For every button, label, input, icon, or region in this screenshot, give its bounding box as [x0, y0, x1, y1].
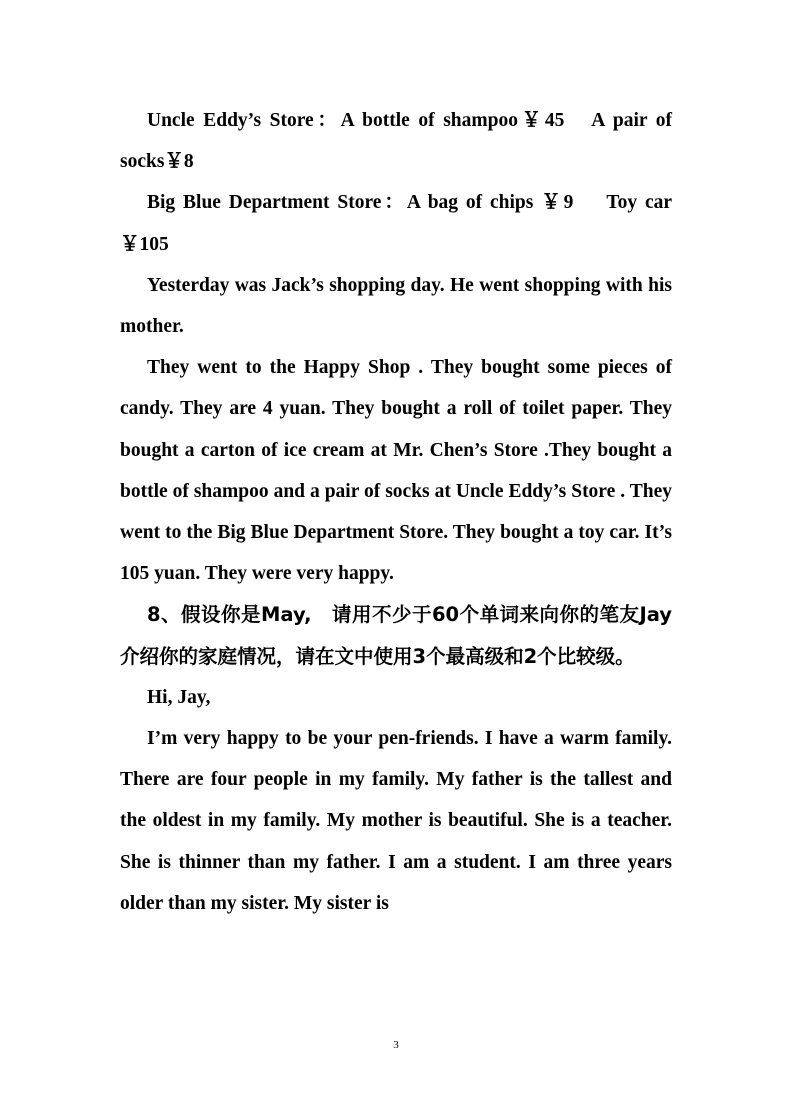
- paragraph-greeting: Hi, Jay,: [147, 686, 211, 708]
- paragraph-letter-body: I’m very happy to be your pen-friends. I have a warm family. There are four people in my family. My father is the tallest and the oldest in my family. My mother is beautiful. She is a teacher. She is thinner than my father. I am a student. I am three years older than my sister. My sister is: [120, 728, 672, 914]
- paragraph-big-blue-prices: Big Blue Department Store：A bag of chips ￥9 Toy car ￥105: [120, 192, 672, 255]
- paragraph-shopping-story: They went to the Happy Shop . They bought some pieces of candy. They are 4 yuan. They bought a roll of toilet paper. They bought a carton of ice cream at Mr. Chen’s Store .They bought a bottle of shampoo and a pair of socks at Uncle Eddy’s Store . They went to the Big Blue Department Store. They bought a toy car. It’s 105 yuan. They were very happy.: [120, 357, 672, 585]
- paragraph-question-8: 8、假设你是May, 请用不少于60个单词来向你的笔友Jay介绍你的家庭情况，请在文中使用3个最高级和2个比较级。: [120, 603, 672, 668]
- page-number: 3: [393, 1039, 399, 1051]
- document-body: [120, 100, 672, 924]
- paragraph-shopping-day: Yesterday was Jack’s shopping day. He went shopping with his mother.: [120, 274, 672, 338]
- paragraph-uncle-eddy-prices: Uncle Eddy’s Store：A bottle of shampoo￥45 A pair of socks￥8: [120, 110, 672, 173]
